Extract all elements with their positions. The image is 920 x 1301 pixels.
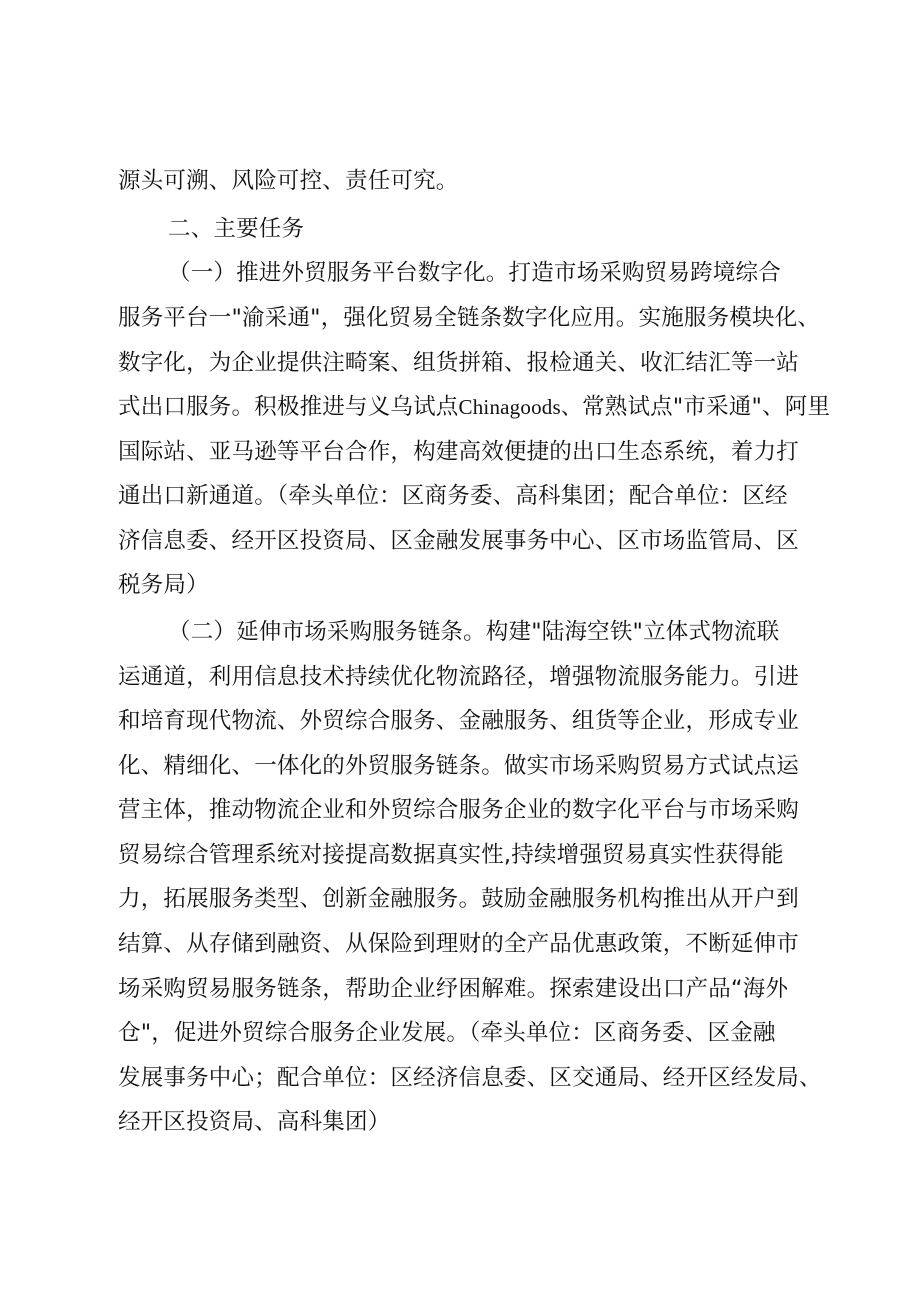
text-line: （一）推进外贸服务平台数字化。打造市场采购贸易跨境综合 <box>168 260 781 286</box>
text-segment-latin: Chinagoods、 <box>458 395 583 419</box>
text-line: 服务平台一"渝采通"，强化贸易全链条数字化应用。实施服务模块化、 <box>118 305 821 331</box>
text-line: 发展事务中心；配合单位：区经济信息委、区交通局、经开区经发局、 <box>118 1065 822 1091</box>
text-line: 力，拓展服务类型、创新金融服务。鼓励金融服务机构推出从开户到 <box>118 886 800 912</box>
text-line: 场采购贸易服务链条，帮助企业纾困解难。探索建设出口产品“海外 <box>118 976 789 1002</box>
text-line: 数字化，为企业提供注畸案、组货拼箱、报检通关、收汇结汇等一站 <box>118 350 800 376</box>
text-line: 税务局） <box>118 572 209 598</box>
text-line: 和培育现代物流、外贸综合服务、金融服务、组货等企业，形成专业 <box>118 708 800 734</box>
text-line: 经开区投资局、高科集团） <box>118 1109 391 1135</box>
text-line: 结算、从存储到融资、从保险到理财的全产品优惠政策，不断延伸市 <box>118 931 800 957</box>
text-line: 营主体，推动物流企业和外贸综合服务企业的数字化平台与市场采购 <box>118 797 800 823</box>
text-line: 源头可溯、风险可控、责任可究。 <box>118 168 459 194</box>
text-line: 化、精细化、一体化的外贸服务链条。做实市场采购贸易方式试点运 <box>118 753 800 779</box>
text-line: 贸易综合管理系统对接提高数据真实性,持续增强贸易真实性获得能 <box>118 842 784 868</box>
text-line: （二）延伸市场采购服务链条。构建"陆海空铁"立体式物流联 <box>168 619 780 645</box>
text-segment: 常熟试点"市采通"、阿里 <box>582 394 831 420</box>
text-segment: 式出口服务。积极推进与义乌试点 <box>118 394 459 420</box>
text-line: 济信息委、经开区投资局、区金融发展事务中心、区市场监管局、区 <box>118 528 800 554</box>
text-line: 仓"，促进外贸综合服务企业发展。（牵头单位：区商务委、区金融 <box>118 1020 776 1046</box>
section-heading: 二、主要任务 <box>168 216 305 242</box>
text-line: 国际站、亚马逊等平台合作，构建高效便捷的出口生态系统，着力打 <box>118 439 800 465</box>
text-line: 通出口新通道。（牵头单位：区商务委、高科集团；配合单位：区经 <box>118 483 788 509</box>
text-line <box>118 390 831 424</box>
text-line: 运通道，利用信息技术持续优化物流路径，增强物流服务能力。引进 <box>118 664 800 690</box>
